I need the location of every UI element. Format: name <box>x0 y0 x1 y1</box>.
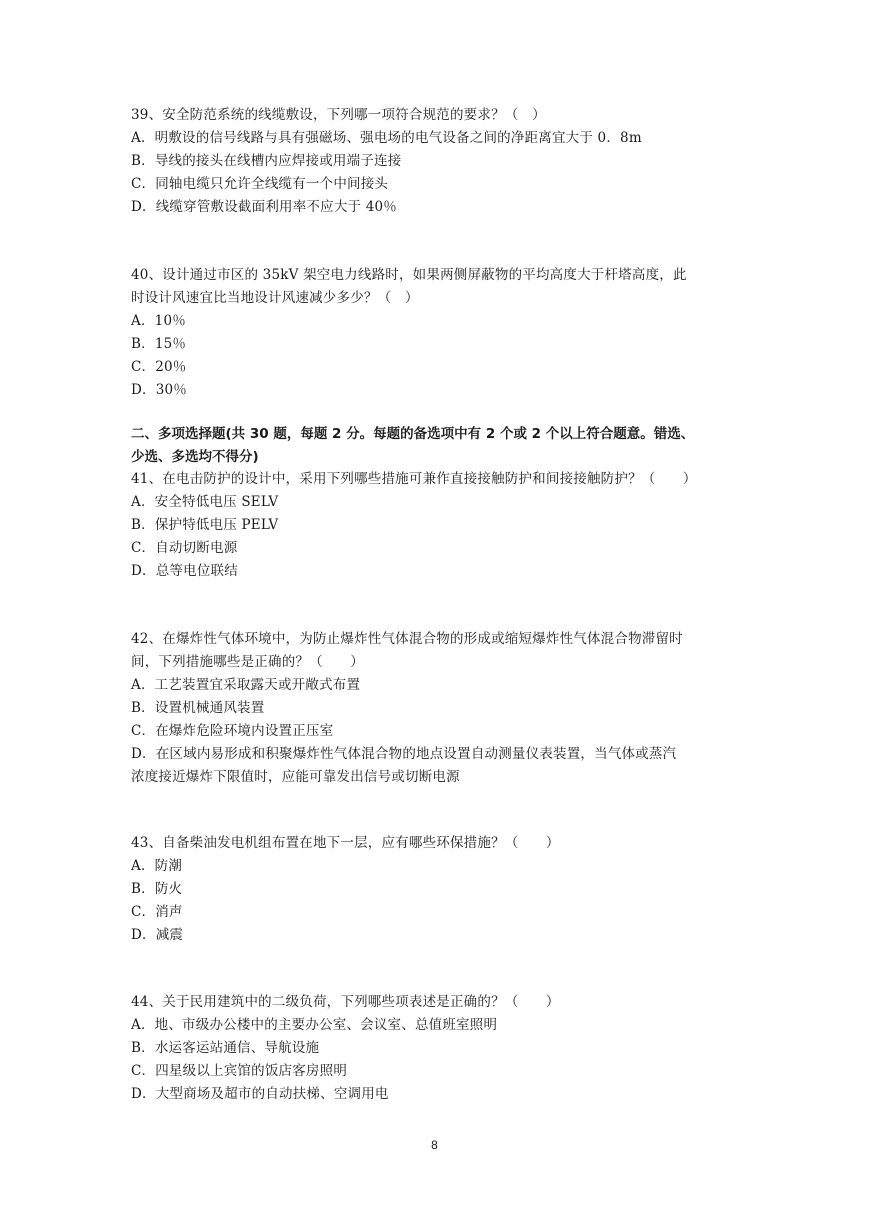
option-a: A．明敷设的信号线路与具有强磁场、强电场的电气设备之间的净距离宜大于 0．8m <box>131 130 642 146</box>
question-stem: 44、关于民用建筑中的二级负荷，下列哪些项表述是正确的？（ ） <box>131 994 560 1010</box>
question-43 <box>131 832 743 947</box>
question-stem-cont: 间，下列措施哪些是正确的？（ ） <box>131 654 364 670</box>
option-d: D．减震 <box>131 927 184 943</box>
option-a: A．地、市级办公楼中的主要办公室、会议室、总值班室照明 <box>131 1017 498 1033</box>
option-c: C．自动切断电源 <box>131 540 238 556</box>
question-stem: 43、自备柴油发电机组布置在地下一层，应有哪些环保措施？（ ） <box>131 835 560 851</box>
question-stem: 39、安全防范系统的线缆敷设，下列哪一项符合规范的要求？（ ） <box>131 107 546 123</box>
option-b: B．防火 <box>131 881 183 897</box>
option-a: A．工艺装置宜采取露天或开敞式布置 <box>131 677 361 693</box>
page-number: 8 <box>431 1138 438 1152</box>
option-b: B．保护特低电压 PELV <box>131 517 279 533</box>
option-c: C．四星级以上宾馆的饭店客房照明 <box>131 1063 348 1079</box>
option-c: C．消声 <box>131 904 183 920</box>
option-b: B．设置机械通风装置 <box>131 700 265 716</box>
option-b: B．导线的接头在线槽内应焊接或用端子连接 <box>131 153 402 169</box>
question-stem-cont: 时设计风速宜比当地设计风速减少多少？（ ） <box>131 290 419 306</box>
option-a: A．10％ <box>131 313 186 329</box>
option-d: D．在区域内易形成和积聚爆炸性气体混合物的地点设置自动测量仪表装置，当气体或蒸汽 <box>131 746 677 762</box>
option-c: C．同轴电缆只允许全线缆有一个中间接头 <box>131 176 389 192</box>
question-41 <box>131 468 743 583</box>
option-d: D．大型商场及超市的自动扶梯、空调用电 <box>131 1086 389 1102</box>
option-d: D．30％ <box>131 382 188 398</box>
section-heading <box>131 423 746 469</box>
option-b: B．15％ <box>131 336 187 352</box>
option-a: A．防潮 <box>131 858 183 874</box>
question-40 <box>131 264 743 402</box>
question-42 <box>131 628 743 789</box>
section-heading-line2: 少选、多选均不得分) <box>131 449 259 465</box>
option-c: C．在爆炸危险环境内设置正压室 <box>131 723 334 739</box>
question-44 <box>131 991 743 1106</box>
question-stem: 41、在电击防护的设计中，采用下列哪些措施可兼作直接接触防护和间接接触防护？（ ） <box>131 471 697 487</box>
option-d: D．线缆穿管敷设截面利用率不应大于 40％ <box>131 199 397 215</box>
option-b: B．水运客运站通信、导航设施 <box>131 1040 320 1056</box>
section-heading-line1: 二、多项选择题(共 30 题，每题 2 分。每题的备选项中有 2 个或 2 个以上符合题意。错选、 <box>131 426 695 442</box>
question-stem: 40、设计通过市区的 35kV 架空电力线路时，如果两侧屏蔽物的平均高度大于杆塔高度，此 <box>131 267 687 283</box>
question-39 <box>131 104 743 219</box>
option-a: A．安全特低电压 SELV <box>131 494 279 510</box>
question-stem: 42、在爆炸性气体环境中，为防止爆炸性气体混合物的形成或缩短爆炸性气体混合物滞留时 <box>131 631 683 647</box>
option-c: C．20％ <box>131 359 187 375</box>
option-d-cont: 浓度接近爆炸下限值时，应能可靠发出信号或切断电源 <box>131 769 460 785</box>
option-d: D．总等电位联结 <box>131 563 238 579</box>
